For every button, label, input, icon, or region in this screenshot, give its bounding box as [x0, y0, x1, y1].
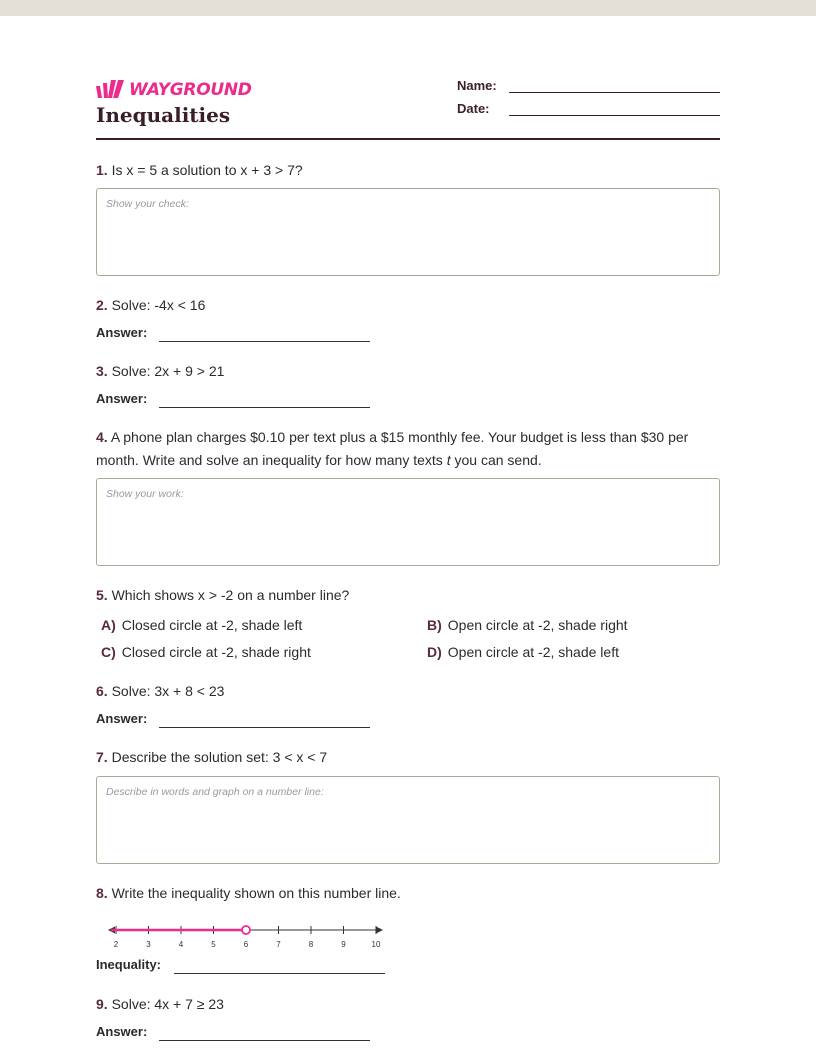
question-text: Is x = 5 a solution to x + 3 > 7?: [111, 162, 303, 178]
question-5: [96, 584, 720, 607]
option-text: Open circle at -2, shade right: [447, 617, 628, 633]
question-text: Solve: -4x < 16: [111, 297, 206, 313]
answer-label: Answer:: [96, 325, 148, 340]
name-label: Name:: [457, 78, 497, 93]
brand-logo: [96, 79, 252, 101]
answer-field-3[interactable]: [96, 389, 396, 409]
work-box-hint: Describe in words and graph on a number line:: [106, 786, 324, 798]
question-number: 2.: [96, 297, 108, 313]
question-text: Solve: 4x + 7 ≥ 23: [111, 996, 224, 1012]
number-line-tick-label: 3: [146, 940, 151, 949]
name-field[interactable]: [457, 77, 720, 95]
question-number: 6.: [96, 683, 108, 699]
work-box-7[interactable]: [96, 776, 720, 864]
answer-line[interactable]: [159, 407, 370, 408]
option-letter: B): [427, 617, 442, 633]
answer-label: Answer:: [96, 1024, 148, 1039]
work-box-hint: Show your check:: [106, 198, 189, 210]
answer-label: Inequality:: [96, 957, 162, 972]
question-text: Which shows x > -2 on a number line?: [111, 587, 350, 603]
option-text: Closed circle at -2, shade right: [121, 644, 311, 660]
question-number: 1.: [96, 162, 108, 178]
number-line-tick-label: 4: [178, 940, 184, 949]
question-text: Solve: 2x + 9 > 21: [111, 363, 225, 379]
question-number: 7.: [96, 749, 108, 765]
question-text: Solve: 3x + 8 < 23: [111, 683, 225, 699]
answer-line[interactable]: [174, 973, 385, 974]
option-text: Open circle at -2, shade left: [447, 644, 619, 660]
question-variable: t: [446, 452, 451, 468]
question-text-end: you can send.: [450, 452, 542, 468]
number-line-right-arrow-icon: [376, 927, 383, 934]
option-d[interactable]: [427, 644, 619, 660]
answer-label: Answer:: [96, 711, 148, 726]
question-text: Describe the solution set: 3 < x < 7: [111, 749, 328, 765]
brand-name: WAYGROUND: [129, 80, 252, 100]
question-text: Write the inequality shown on this number line.: [111, 885, 401, 901]
question-1: [96, 159, 720, 182]
number-line: [106, 916, 386, 952]
number-line-open-circle: [242, 926, 250, 934]
question-8: [96, 882, 720, 905]
question-number: 9.: [96, 996, 108, 1012]
page-title: Inequalities: [96, 103, 231, 127]
question-number: 8.: [96, 885, 108, 901]
number-line-tick-label: 8: [308, 940, 314, 949]
date-field[interactable]: [457, 100, 720, 118]
option-c[interactable]: [101, 644, 311, 660]
answer-line[interactable]: [159, 341, 370, 342]
option-a[interactable]: [101, 617, 302, 633]
number-line-tick-label: 5: [211, 940, 216, 949]
number-line-tick-label: 6: [243, 940, 249, 949]
work-box-hint: Show your work:: [106, 488, 184, 500]
date-label: Date:: [457, 101, 490, 116]
number-line-tick-label: 7: [276, 940, 281, 949]
option-letter: C): [101, 644, 116, 660]
question-9: [96, 993, 720, 1016]
question-2: [96, 294, 720, 317]
question-number: 3.: [96, 363, 108, 379]
answer-field-8[interactable]: [96, 955, 416, 975]
answer-line[interactable]: [159, 727, 370, 728]
worksheet-header: [96, 76, 720, 140]
number-line-tick-label: 2: [113, 940, 119, 949]
answer-field-6[interactable]: [96, 709, 396, 729]
work-box-4[interactable]: [96, 478, 720, 566]
option-text: Closed circle at -2, shade left: [121, 617, 303, 633]
answer-label: Answer:: [96, 391, 148, 406]
name-line[interactable]: [509, 92, 720, 93]
number-line-tick-label: 9: [341, 940, 346, 949]
work-box-1[interactable]: [96, 188, 720, 276]
question-number: 5.: [96, 587, 108, 603]
number-line-tick-label: 10: [371, 940, 381, 949]
question-number: 4.: [96, 429, 108, 445]
answer-line[interactable]: [159, 1040, 370, 1041]
question-4: [96, 426, 720, 472]
question-text: A phone plan charges $0.10 per text plus a $15 monthly fee. Your budget is less than $30 per month. Write and solve an inequality for how many texts: [96, 429, 689, 468]
answer-field-9[interactable]: [96, 1022, 396, 1042]
question-6: [96, 680, 720, 703]
question-3: [96, 360, 720, 383]
date-line[interactable]: [509, 115, 720, 116]
option-b[interactable]: [427, 617, 628, 633]
wayground-logo-icon: [96, 80, 126, 100]
option-letter: A): [101, 617, 116, 633]
top-bar: [0, 0, 816, 16]
option-letter: D): [427, 644, 442, 660]
question-7: [96, 746, 720, 769]
answer-field-2[interactable]: [96, 323, 396, 343]
